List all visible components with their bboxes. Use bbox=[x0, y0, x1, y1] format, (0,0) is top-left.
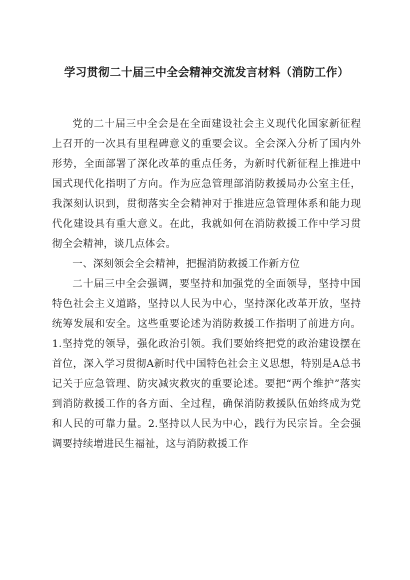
document-body bbox=[52, 115, 361, 455]
section-heading-1: 一、深刻领会全会精神，把握消防救援工作新方位 bbox=[72, 259, 300, 270]
paragraph-section-1: 二十届三中全会强调，要坚持和加强党的全面领导，坚持中国特色社会主义道路，坚持以人民为中心，坚持深化改革开放，坚持统筹发展和安全。这些重要论述为消防救援工作指明了前进方向。1.坚持党的领导，强化政治引领。我们要始终把党的政治建设摆在首位，深入学习贯彻A新时代中国特色社会主义思想，特别是A总书记关于应急管理、防灾减灾救灾的重要论述。要把“两个维护”落实到消防救援工作的各方面、全过程，确保消防救援队伍始终成为党和人民的可靠力量。2.坚持以人民为中心，践行为民宗旨。全会强调要持续增进民生福祉，这与消防救援工作 bbox=[52, 279, 361, 450]
document-title: 学习贯彻二十届三中全会精神交流发言材料（消防工作） bbox=[64, 66, 349, 79]
paragraph-intro: 党的二十届三中全会是在全面建设社会主义现代化国家新征程上召开的一次具有里程碑意义的重要会议。全会深入分析了国内外形势，全面部署了深化改革的重点任务，为新时代新征程上推进中国式现代化指明了方向。作为应急管理部消防救援局办公室主任，我深刻认识到，贯彻落实全会精神对于推进应急管理体系和能力现代化建设具有重大意义。在此，我就如何在消防救援工作中学习贯彻全会精神，谈几点体会。 bbox=[52, 119, 361, 250]
